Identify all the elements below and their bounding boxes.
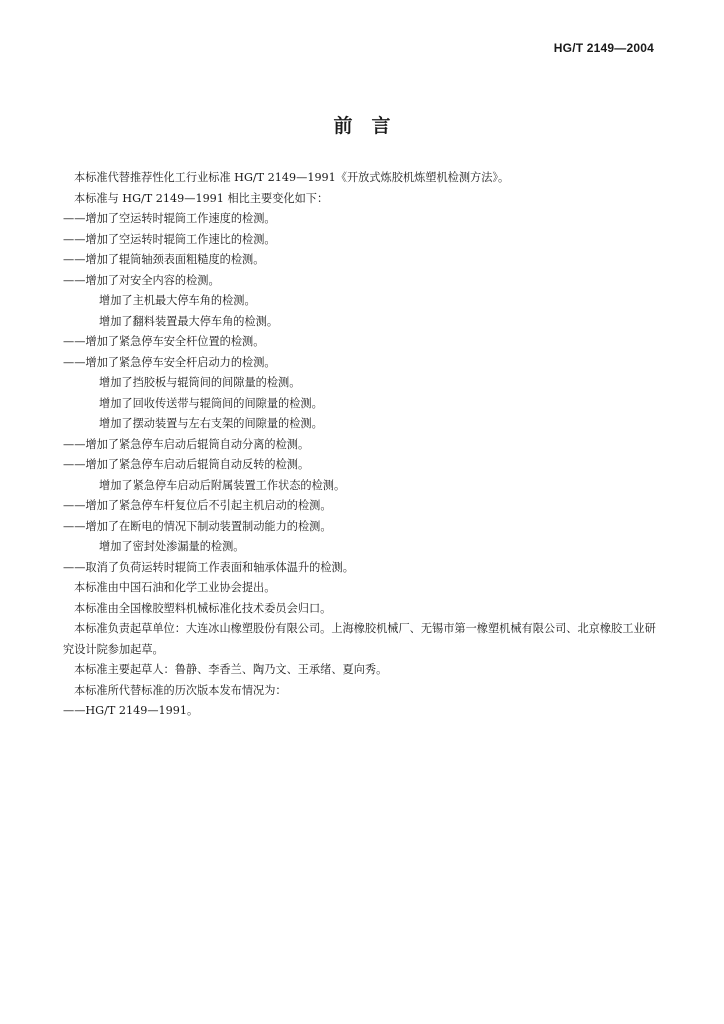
foreword-line [63, 558, 661, 579]
foreword-line-text: 本标准由全国橡胶塑料机械标准化技术委员会归口。 [74, 601, 332, 615]
history-intro-text: 本标准所代替标准的历次版本发布情况为： [74, 683, 287, 697]
change-list [63, 168, 661, 619]
foreword-line [63, 394, 661, 415]
standard-code: HG/T 2149—2004 [553, 41, 654, 55]
foreword-line [63, 209, 661, 230]
foreword-line [63, 373, 661, 394]
history-item-text: ——HG/T 2149—1991。 [63, 704, 199, 717]
foreword-line [63, 496, 661, 517]
foreword-line-text: 增加了翻料装置最大停车角的检测。 [99, 314, 279, 328]
foreword-line [63, 435, 661, 456]
foreword-line-text: ——取消了负荷运转时辊筒工作表面和轴承体温升的检测。 [63, 560, 354, 574]
foreword-line-text: ——增加了辊筒轴颈表面粗糙度的检测。 [63, 253, 265, 266]
foreword-line-text: ——增加了紧急停车启动后辊筒自动反转的检测。 [63, 458, 310, 471]
foreword-line-text: 本标准由中国石油和化学工业协会提出。 [74, 581, 276, 594]
page-title: 前 言 [333, 115, 391, 137]
foreword-line-text: ——增加了紧急停车安全杆启动力的检测。 [63, 355, 276, 369]
foreword-line [63, 476, 661, 497]
drafting-units-paragraph [63, 619, 661, 660]
foreword-line-text: 增加了密封处渗漏量的检测。 [99, 540, 245, 553]
foreword-line [63, 537, 661, 558]
foreword-line [63, 353, 661, 374]
drafters-text: 本标准主要起草人：鲁静、李香兰、陶乃文、王承绪、夏向秀。 [74, 663, 388, 676]
foreword-line-text: ——增加了空运转时辊筒工作速比的检测。 [63, 232, 276, 246]
foreword-line-text: 本标准代替推荐性化工行业标准 HG/T 2149—1991《开放式炼胶机炼塑机检测方法》。 [74, 171, 510, 184]
foreword-line-text: 增加了回收传送带与辊筒间的间隙量的检测。 [99, 396, 323, 410]
drafting-units-text: 本标准负责起草单位：大连冰山橡塑股份有限公司。上海橡胶机械厂、无锡市第一橡塑机械有限公司、北京橡胶工业研究设计院参加起草。 [63, 622, 656, 656]
drafters-paragraph [63, 660, 661, 681]
foreword-line [63, 230, 661, 251]
foreword-line [63, 291, 661, 312]
foreword-body [63, 168, 661, 722]
foreword-line-text: ——增加了对安全内容的检测。 [63, 273, 220, 287]
foreword-line [63, 517, 661, 538]
foreword-line [63, 455, 661, 476]
foreword-line-text: 增加了挡胶板与辊筒间的间隙量的检测。 [99, 376, 301, 389]
foreword-line [63, 250, 661, 271]
foreword-line-text: ——增加了空运转时辊筒工作速度的检测。 [63, 212, 276, 225]
foreword-line-text: ——增加了紧急停车安全杆位置的检测。 [63, 335, 265, 348]
foreword-line-text: ——增加了紧急停车启动后辊筒自动分离的检测。 [63, 437, 310, 451]
foreword-line-text: 增加了摆动装置与左右支架的间隙量的检测。 [99, 417, 323, 430]
foreword-line [63, 312, 661, 333]
foreword-line [63, 578, 661, 599]
history-intro-paragraph [63, 681, 661, 702]
foreword-line [63, 271, 661, 292]
foreword-line [63, 189, 661, 210]
foreword-line-text: 增加了紧急停车启动后附属装置工作状态的检测。 [99, 478, 346, 492]
foreword-line-text: 增加了主机最大停车角的检测。 [99, 294, 256, 307]
foreword-line [63, 414, 661, 435]
foreword-line-text: 本标准与 HG/T 2149—1991 相比主要变化如下： [74, 191, 329, 205]
foreword-line-text: ——增加了紧急停车杆复位后不引起主机启动的检测。 [63, 499, 332, 512]
foreword-line [63, 599, 661, 620]
foreword-line [63, 332, 661, 353]
foreword-line [63, 168, 661, 189]
history-item-paragraph [63, 701, 661, 722]
foreword-line-text: ——增加了在断电的情况下制动装置制动能力的检测。 [63, 519, 332, 533]
